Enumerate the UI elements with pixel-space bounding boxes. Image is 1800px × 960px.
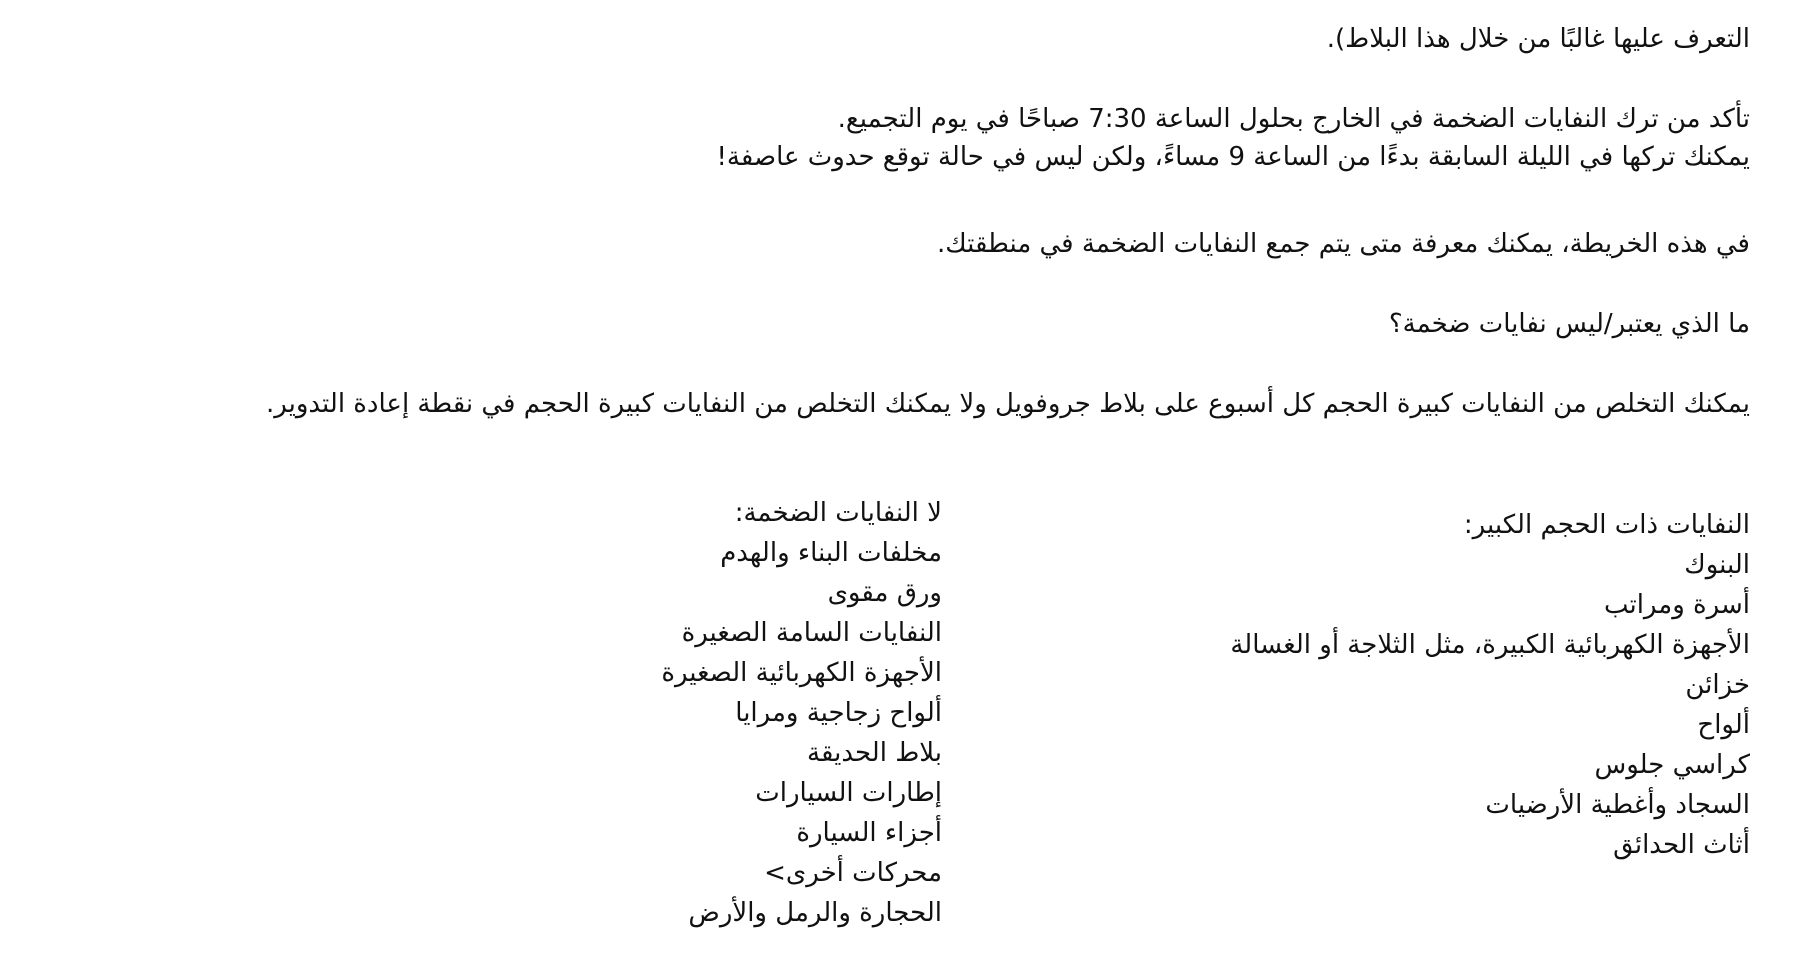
map-note-text: في هذه الخريطة، يمكنك معرفة متى يتم جمع النفايات الضخمة في منطقتك. bbox=[936, 229, 1750, 259]
list-item: أسرة ومراتب bbox=[1603, 590, 1750, 620]
list-item: إطارات السيارات bbox=[755, 778, 942, 808]
list-item: بلاط الحديقة bbox=[807, 738, 942, 768]
intro-tail-text: التعرف عليها غالبًا من خلال هذا البلاط). bbox=[1326, 24, 1750, 54]
list-item: أجزاء السيارة bbox=[796, 818, 942, 848]
list-item: النفايات السامة الصغيرة bbox=[681, 618, 942, 648]
list-item: أثاث الحدائق bbox=[1613, 830, 1750, 860]
list-item: مخلفات البناء والهدم bbox=[720, 538, 942, 568]
list-item: الأجهزة الكهربائية الكبيرة، مثل الثلاجة أو الغسالة bbox=[1230, 630, 1750, 660]
collection-timing-paragraph bbox=[716, 100, 1750, 176]
list-item: ألواح زجاجية ومرايا bbox=[735, 698, 942, 728]
disposal-note-text: يمكنك التخلص من النفايات كبيرة الحجم كل أسبوع على بلاط جروفويل ولا يمكنك التخلص من النفايات كبيرة الحجم في نقطة إعادة التدوير. bbox=[266, 389, 1750, 419]
timing-line-1: تأكد من ترك النفايات الضخمة في الخارج بحلول الساعة 7:30 صباحًا في يوم التجميع. bbox=[837, 104, 1750, 134]
list-item: ألواح bbox=[1697, 710, 1750, 740]
map-note-paragraph bbox=[937, 225, 1750, 263]
question-heading bbox=[1389, 305, 1750, 343]
bulky-waste-list bbox=[1230, 505, 1750, 865]
list-item: السجاد وأغطية الأرضيات bbox=[1485, 790, 1750, 820]
timing-line-2: يمكنك تركها في الليلة السابقة بدءًا من الساعة 9 مساءً، ولكن ليس في حالة توقع حدوث عاصفة! bbox=[716, 142, 1750, 172]
list-item: ورق مقوى bbox=[827, 578, 942, 608]
intro-tail-paragraph bbox=[1327, 20, 1750, 58]
list-item: خزائن bbox=[1685, 670, 1750, 700]
bulky-waste-heading: النفايات ذات الحجم الكبير: bbox=[1463, 510, 1750, 540]
list-item: البنوك bbox=[1684, 550, 1750, 580]
list-item: محركات أخرى> bbox=[764, 858, 942, 888]
disposal-note-paragraph bbox=[266, 385, 1750, 423]
not-bulky-waste-heading: لا النفايات الضخمة: bbox=[734, 498, 942, 528]
question-text: ما الذي يعتبر/ليس نفايات ضخمة؟ bbox=[1388, 309, 1750, 339]
not-bulky-waste-list bbox=[661, 493, 942, 933]
list-item: الأجهزة الكهربائية الصغيرة bbox=[661, 658, 942, 688]
list-item: الحجارة والرمل والأرض bbox=[688, 898, 942, 928]
list-item: كراسي جلوس bbox=[1594, 750, 1750, 780]
